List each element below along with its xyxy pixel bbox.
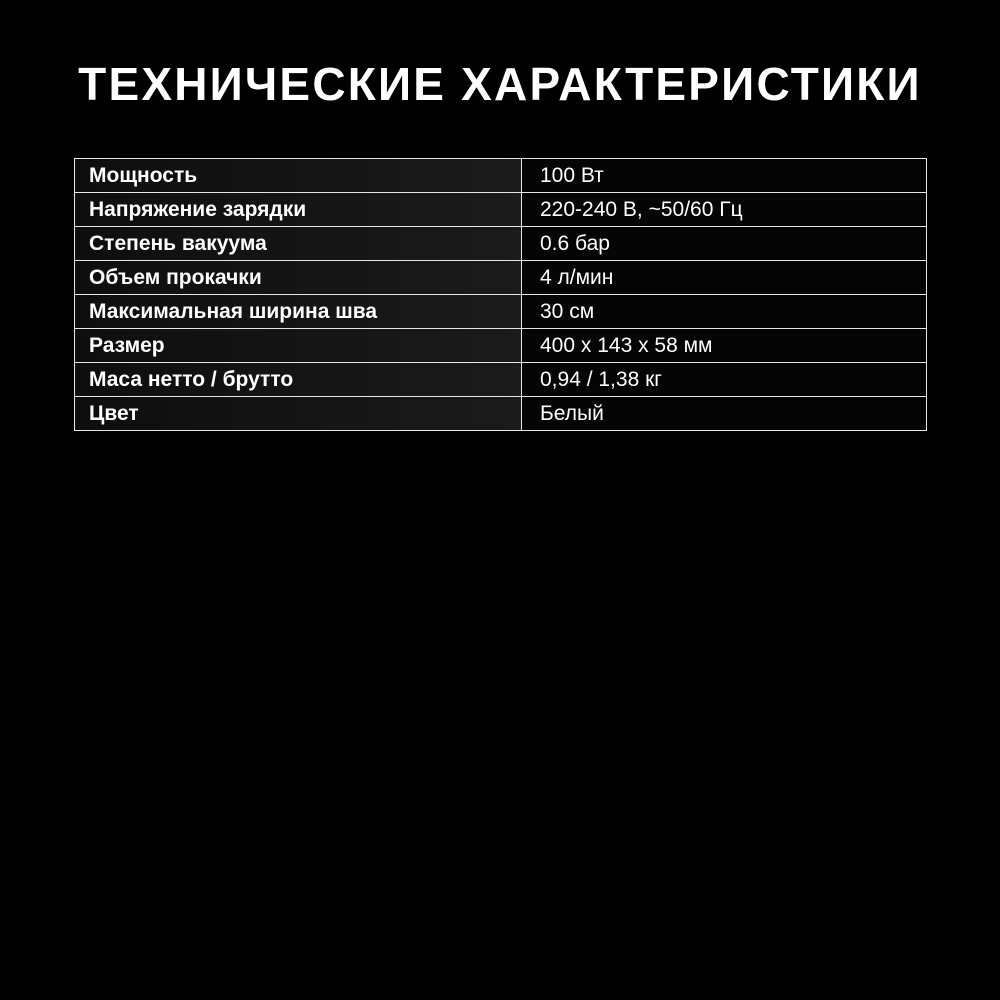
spec-value: 4 л/мин	[522, 261, 927, 295]
spec-label: Маса нетто / брутто	[75, 363, 522, 397]
spec-value: 100 Вт	[522, 159, 927, 193]
table-row	[75, 295, 927, 329]
spec-value: 400 х 143 х 58 мм	[522, 329, 927, 363]
spec-label: Мощность	[75, 159, 522, 193]
table-row	[75, 159, 927, 193]
spec-value: 220-240 В, ~50/60 Гц	[522, 193, 927, 227]
spec-label: Напряжение зарядки	[75, 193, 522, 227]
spec-value: 0,94 / 1,38 кг	[522, 363, 927, 397]
spec-value: 30 см	[522, 295, 927, 329]
spec-value: 0.6 бар	[522, 227, 927, 261]
table-row	[75, 329, 927, 363]
spec-label: Цвет	[75, 397, 522, 431]
spec-label: Степень вакуума	[75, 227, 522, 261]
table-row	[75, 193, 927, 227]
spec-value: Белый	[522, 397, 927, 431]
spec-label: Объем прокачки	[75, 261, 522, 295]
page-title: ТЕХНИЧЕСКИЕ ХАРАКТЕРИСТИКИ	[78, 58, 922, 110]
spec-label: Максимальная ширина шва	[75, 295, 522, 329]
table-row	[75, 227, 927, 261]
table-row	[75, 397, 927, 431]
spec-label: Размер	[75, 329, 522, 363]
specifications-table	[74, 158, 927, 431]
table-row	[75, 261, 927, 295]
table-row	[75, 363, 927, 397]
